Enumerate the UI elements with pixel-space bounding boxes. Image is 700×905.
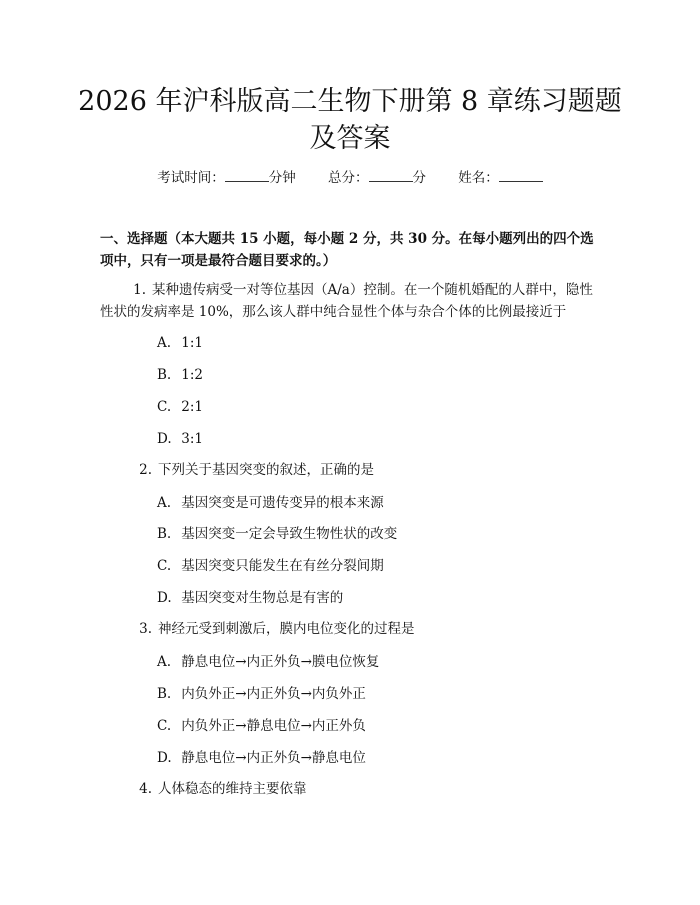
total-score-field [328,170,430,186]
question-text: 某种遗传病受一对等位基因（A/a）控制。在一个随机婚配的人群中，隐性性状的发病率是 10%，那么该人群中纯合显性个体与杂合个体的比例最接近于 [100,282,593,320]
answer-option [157,748,366,768]
answer-option [157,429,203,449]
question-text: 人体稳态的维持主要依靠 [158,781,307,797]
answer-option [157,684,366,704]
total-score-label: 总分： [328,170,369,186]
option-text: 内负外正→静息电位→内正外负 [181,718,366,734]
option-text: 基因突变对生物总是有害的 [181,590,344,606]
answer-option [157,365,203,385]
option-letter: D. [157,750,172,766]
question-stem [100,778,600,800]
question-stem [100,618,600,640]
option-letter: C. [157,399,172,415]
question-number: 2. [139,462,152,478]
answer-option [157,493,384,513]
total-score-blank [369,169,413,182]
option-letter: D. [157,590,172,606]
question-text: 下列关于基因突变的叙述，正确的是 [158,462,374,478]
answer-option [157,556,384,576]
answer-option [157,333,203,353]
option-letter: D. [157,431,172,447]
question-stem [100,459,600,481]
answer-option [157,524,397,544]
exam-time-blank [225,169,269,182]
student-name-blank [499,169,543,182]
option-text: 3:1 [181,431,204,447]
option-letter: C. [157,718,172,734]
option-text: 基因突变是可遗传变异的根本来源 [181,495,384,511]
option-letter: A. [157,654,172,670]
page-title-continued: 及答案 [309,123,391,154]
answer-option [157,588,343,608]
option-letter: B. [157,367,172,383]
option-text: 内负外正→内正外负→内负外正 [181,686,366,702]
question-number: 3. [139,621,152,637]
answer-option [157,397,203,417]
option-letter: B. [157,526,172,542]
question-text: 神经元受到刺激后，膜内电位变化的过程是 [158,621,415,637]
option-letter: C. [157,558,172,574]
exam-time-label: 考试时间： [157,170,225,186]
exam-time-field [157,170,300,186]
option-text: 2:1 [181,399,204,415]
option-letter: B. [157,686,172,702]
option-letter: A. [157,335,172,351]
question-stem [100,279,600,323]
question-number: 4. [139,781,152,797]
exam-time-unit: 分钟 [268,170,296,186]
option-text: 1:2 [181,367,204,383]
option-text: 1:1 [181,335,204,351]
student-name-field [458,170,543,186]
option-text: 静息电位→内正外负→膜电位恢复 [181,654,380,670]
student-name-label: 姓名： [458,170,499,186]
option-text: 基因突变一定会导致生物性状的改变 [181,526,398,542]
answer-option [157,652,379,672]
option-text: 静息电位→内正外负→静息电位 [181,750,366,766]
option-letter: A. [157,495,172,511]
question-number: 1. [133,282,146,298]
exam-info-line [0,168,700,188]
total-score-unit: 分 [412,170,426,186]
answer-option [157,716,366,736]
section-heading: 一、选择题（本大题共 15 小题，每小题 2 分，共 30 分。在每小题列出的四个选项中，只有一项是最符合题目要求的。） [100,231,594,269]
page-title: 2026 年沪科版高二生物下册第 8 章练习题题 [78,86,622,117]
option-text: 基因突变只能发生在有丝分裂间期 [181,558,384,574]
